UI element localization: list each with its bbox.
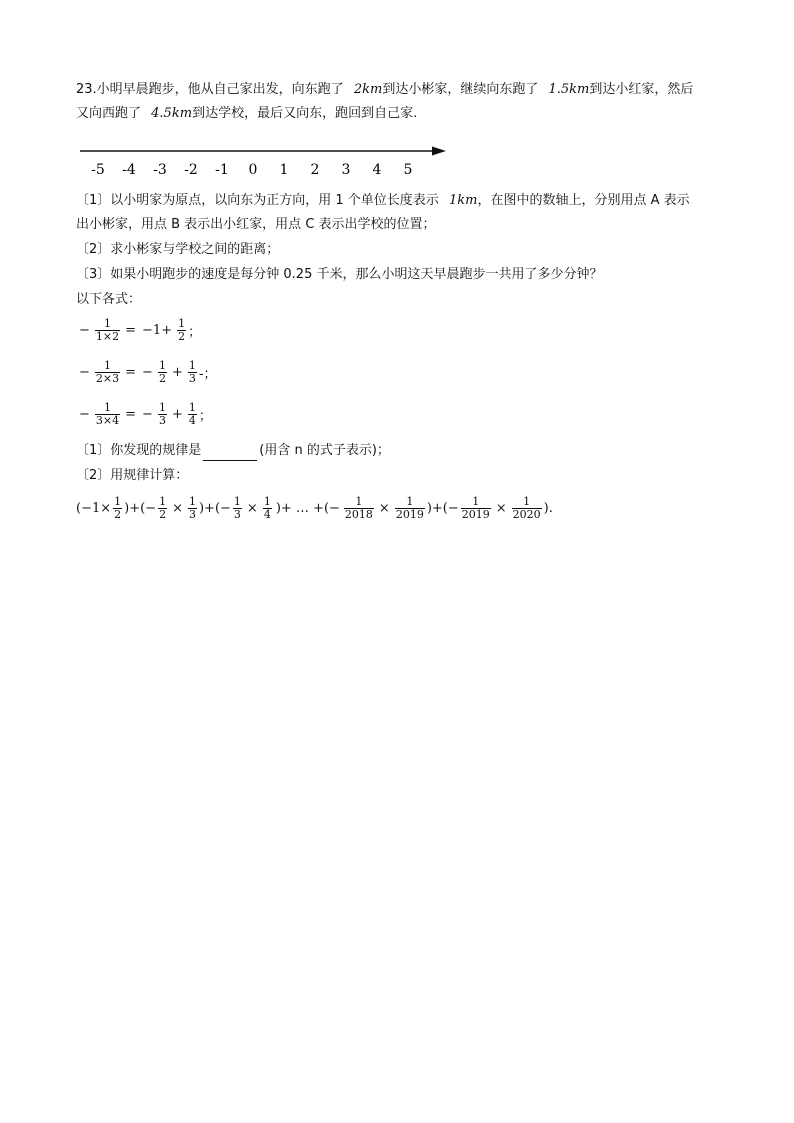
calc-times-1: × — [172, 501, 183, 516]
problem23-q2: 〔2〕求小彬家与学校之间的距离； — [76, 242, 280, 257]
problem23-text-c: 到达小红家，然后 — [589, 82, 694, 97]
problem23-text-a: 23.小明早晨跑步，他从自己家出发，向东跑了 — [76, 82, 344, 97]
eq3-rhs-neg: − — [142, 407, 153, 422]
eq2-end: -； — [198, 367, 217, 382]
eq2-rhs-fraction-a: $\frac{1}{2}$ — [158, 359, 166, 385]
eq2-rhs-fraction-b: $\frac{1}{3}$ — [188, 359, 196, 385]
eq2-plus: + — [171, 365, 183, 380]
problem24-q1 — [76, 441, 390, 461]
problem23-dist2: 1.5km — [548, 82, 590, 97]
calc-frac-6: $\frac{1}{2018}$ — [344, 495, 373, 521]
calc-term5-open: )+(− — [426, 501, 459, 516]
eq1-equals: = — [125, 323, 137, 338]
number-line-label: -1 — [215, 162, 229, 178]
number-line — [76, 142, 456, 182]
number-line-arrow — [432, 147, 446, 156]
eq3-neg: − — [79, 407, 90, 422]
number-line-label: -5 — [91, 162, 105, 178]
eq2-rhs-neg: − — [142, 365, 153, 380]
equation-3 — [76, 402, 212, 427]
problem23-line2 — [76, 104, 417, 124]
calc-frac-9: $\frac{1}{2020}$ — [512, 495, 541, 521]
eq2-equals: = — [125, 365, 137, 380]
eq3-end: ； — [198, 409, 212, 424]
number-line-label: 2 — [310, 162, 320, 178]
calc-term2-open: )+(− — [124, 501, 157, 516]
problem24-q1-text-a: 〔1〕你发现的规律是 — [76, 443, 202, 458]
number-line-svg — [76, 142, 456, 182]
calc-frac-2: $\frac{1}{2}$ — [159, 495, 167, 521]
problem23-q1-unit: 1km — [448, 193, 478, 208]
eq3-lhs-fraction: $\frac{1}{3\times 4}$ — [95, 401, 120, 427]
problem24-q2: 〔2〕用规律计算： — [76, 468, 189, 483]
number-line-label: 1 — [279, 162, 289, 178]
calc-term3-open: )+(− — [198, 501, 231, 516]
problem23-text-e: 到达学校，最后又向东，跑回到自己家. — [192, 106, 418, 121]
eq1-rhs-fraction: $\frac{1}{2}$ — [178, 317, 186, 343]
number-line-label: 4 — [372, 162, 382, 178]
problem23-q1-line1 — [76, 191, 690, 211]
eq1-neg: − — [79, 323, 90, 338]
eq3-plus: + — [171, 407, 183, 422]
calc-frac-1: $\frac{1}{2}$ — [114, 495, 122, 521]
eq2-neg: − — [79, 365, 90, 380]
eq3-rhs-fraction-b: $\frac{1}{4}$ — [188, 401, 196, 427]
calc-frac-5: $\frac{1}{4}$ — [263, 495, 271, 521]
problem23-line1 — [76, 80, 693, 100]
problem24-intro: 以下各式： — [76, 292, 142, 307]
number-line-label: 3 — [341, 162, 351, 178]
eq1-lhs-fraction: $\frac{1}{1\times 2}$ — [95, 317, 120, 343]
equation-2 — [76, 360, 217, 385]
eq1-end: ； — [188, 325, 202, 340]
calc-times-3: × — [378, 501, 390, 516]
eq3-equals: = — [125, 407, 137, 422]
problem23-q1-line2: 出小彬家，用点 B 表示出小红家，用点 C 表示出学校的位置； — [76, 217, 436, 232]
problem23-q1-text-a: 〔1〕以小明家为原点，以向东为正方向，用 1 个单位长度表示 — [76, 193, 439, 208]
eq2-lhs-fraction: $\frac{1}{2\times 3}$ — [95, 359, 120, 385]
number-line-label: 0 — [248, 162, 258, 178]
number-line-label: -2 — [184, 162, 198, 178]
calculation-expression — [76, 496, 553, 521]
number-line-label: 5 — [403, 162, 413, 178]
calc-frac-4: $\frac{1}{3}$ — [233, 495, 241, 521]
answer-blank[interactable] — [203, 448, 257, 461]
problem23-q3: 〔3〕如果小明跑步的速度是每分钟 0.25 千米，那么小明这天早晨跑步一共用了多少分钟？ — [76, 267, 603, 282]
problem24-q1-text-b: (用含 n 的式子表示)； — [259, 443, 390, 458]
problem23-dist1: 2km — [353, 82, 383, 97]
number-line-label: -4 — [122, 162, 136, 178]
equation-1 — [76, 318, 201, 343]
calc-frac-7: $\frac{1}{2019}$ — [395, 495, 424, 521]
problem23-q1-text-b: ，在图中的数轴上，分别用点 A 表示 — [477, 193, 690, 208]
calc-times-2: × — [246, 501, 258, 516]
eq1-rhs: −1+ — [142, 323, 173, 338]
problem23-text-b: 到达小彬家，继续向东跑了 — [382, 82, 539, 97]
calc-frac-8: $\frac{1}{2019}$ — [461, 495, 490, 521]
calc-close: ). — [543, 501, 553, 516]
calc-times-4: × — [495, 501, 507, 516]
eq3-rhs-fraction-a: $\frac{1}{3}$ — [158, 401, 166, 427]
number-line-label: -3 — [153, 162, 167, 178]
calc-term1-open: (−1× — [76, 501, 112, 516]
problem23-text-d: 又向西跑了 — [76, 106, 142, 121]
calc-frac-3: $\frac{1}{3}$ — [188, 495, 196, 521]
problem23-dist3: 4.5km — [151, 106, 193, 121]
calc-ellipsis: )+ … +(− — [275, 501, 340, 516]
